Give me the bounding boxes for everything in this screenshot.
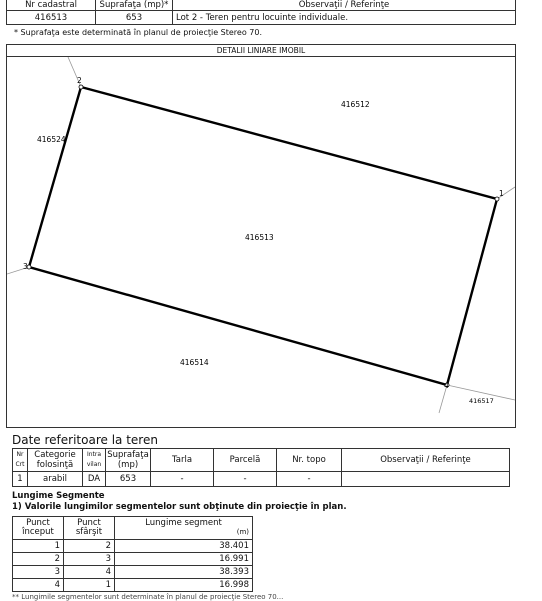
header-suprafata: Suprafaţa (mp)* xyxy=(96,0,173,11)
header-tarla: Tarla xyxy=(151,449,214,472)
cell-intravilan: DA xyxy=(83,472,106,487)
segment-end: 3 xyxy=(64,553,115,566)
header-intravilan: Intra vilan xyxy=(83,449,106,472)
header-categorie: Categorie folosinţă xyxy=(28,449,83,472)
point-4-label: 4 xyxy=(444,381,449,390)
header-nr-cadastral: Nr cadastral xyxy=(7,0,96,11)
land-data-title: Date referitoare la teren xyxy=(12,433,158,447)
point-3-label: 3 xyxy=(23,262,28,271)
header-nr-topo: Nr. topo xyxy=(277,449,342,472)
parcel-label-main: 416513 xyxy=(245,233,274,242)
detail-plan-panel xyxy=(6,44,516,428)
cell-nr-topo: - xyxy=(277,472,342,487)
cell-categorie: arabil xyxy=(28,472,83,487)
segment-end: 2 xyxy=(64,540,115,553)
segments-note: 1) Valorile lungimilor segmentelor sunt obţinute din proiecţie în plan. xyxy=(12,502,347,512)
cell-observatii-teren xyxy=(342,472,510,487)
segment-length: 16.991 xyxy=(115,553,253,566)
segment-length: 16.998 xyxy=(115,579,253,592)
point-2-marker xyxy=(79,85,83,89)
parcel-label-corner: 416517 xyxy=(469,397,494,405)
header-lungime xyxy=(115,517,253,540)
point-1-label: 1 xyxy=(499,189,504,198)
cell-nr-crt: 1 xyxy=(13,472,28,487)
table-row xyxy=(13,553,253,566)
segment-start: 2 xyxy=(13,553,64,566)
header-suprafata-mp: Suprafaţa (mp) xyxy=(107,450,149,470)
segment-end: 1 xyxy=(64,579,115,592)
cell-nr-cadastral: 416513 xyxy=(7,11,96,25)
cell-suprafata-teren: 653 xyxy=(106,472,151,487)
header-lungime-unit: (m) xyxy=(236,528,249,536)
cell-parcela: - xyxy=(214,472,277,487)
segment-start: 3 xyxy=(13,566,64,579)
cell-tarla: - xyxy=(151,472,214,487)
segment-start: 4 xyxy=(13,579,64,592)
segment-start: 1 xyxy=(13,540,64,553)
surface-note: * Suprafaţa este determinată în planul de proiecţie Stereo 70. xyxy=(14,28,263,37)
header-observatii: Observaţii / Referinţe xyxy=(173,0,516,11)
footer-note: ** Lungimile segmentelor sunt determinate în planul de proiecţie Stereo 70... xyxy=(12,593,284,601)
parcel-label-left: 416524 xyxy=(37,135,66,144)
point-2-label: 2 xyxy=(77,76,82,85)
segments-table xyxy=(12,516,253,592)
table-row xyxy=(13,566,253,579)
header-lungime-label: Lungime segment xyxy=(145,518,222,528)
land-data-table xyxy=(12,448,510,487)
table-row xyxy=(13,540,253,553)
header-nr-crt: Nr Crt xyxy=(13,449,28,472)
cadastral-summary-table xyxy=(6,0,516,25)
cell-observatii: Lot 2 - Teren pentru locuinte individuale. xyxy=(173,11,516,25)
segments-title: Lungime Segmente xyxy=(12,491,105,501)
segment-end: 4 xyxy=(64,566,115,579)
detail-title: DETALII LINIARE IMOBIL xyxy=(7,45,515,57)
header-observatii-teren: Observaţii / Referinţe xyxy=(342,449,510,472)
parcel-plan xyxy=(7,57,515,427)
parcel-label-top: 416512 xyxy=(341,100,370,109)
header-punct-sfarsit: Punct sfârşit xyxy=(64,517,115,540)
segment-length: 38.401 xyxy=(115,540,253,553)
parcel-label-bottom: 416514 xyxy=(180,358,209,367)
segment-length: 38.393 xyxy=(115,566,253,579)
cell-suprafata: 653 xyxy=(96,11,173,25)
header-parcela: Parcelă xyxy=(214,449,277,472)
table-row xyxy=(13,579,253,592)
header-punct-inceput: Punct început xyxy=(13,517,64,540)
